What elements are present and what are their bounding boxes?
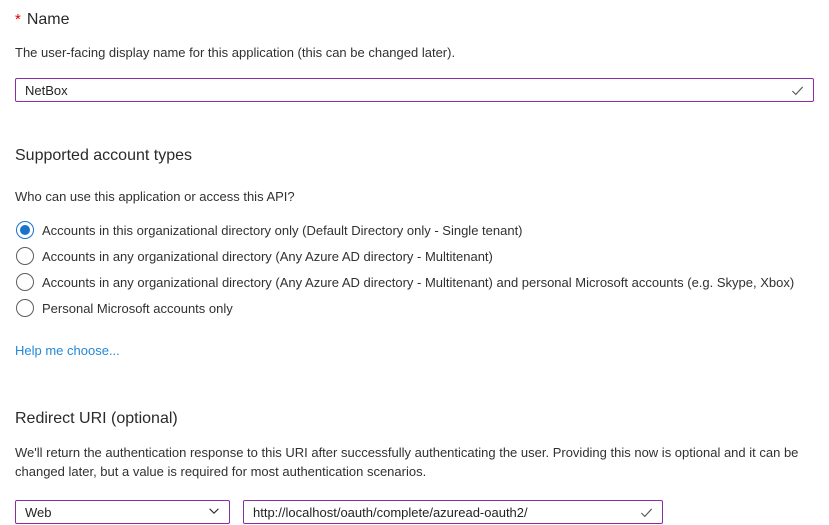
radio-option-label: Personal Microsoft accounts only — [42, 300, 233, 316]
redirect-uri-field-container — [243, 500, 663, 524]
radio-option-multitenant-personal[interactable] — [15, 269, 814, 295]
help-me-choose-link[interactable]: Help me choose... — [15, 343, 120, 358]
radio-option-single-tenant[interactable] — [15, 217, 814, 243]
account-types-radio-group — [15, 217, 814, 321]
redirect-uri-section-title: Redirect URI (optional) — [15, 410, 178, 427]
name-input[interactable] — [16, 79, 813, 101]
name-description: The user-facing display name for this application (this can be changed later). — [15, 45, 456, 60]
redirect-uri-input[interactable] — [244, 501, 662, 523]
radio-option-multitenant[interactable] — [15, 243, 814, 269]
radio-button-icon[interactable] — [16, 299, 34, 317]
radio-button-icon[interactable] — [16, 247, 34, 265]
account-types-question: Who can use this application or access this API? — [15, 189, 295, 204]
platform-select[interactable] — [15, 500, 230, 524]
name-title-text: Name — [26, 11, 70, 28]
account-types-section-title: Supported account types — [15, 147, 193, 164]
platform-select-value: Web — [25, 504, 52, 520]
name-section-title — [15, 10, 814, 30]
radio-button-icon[interactable] — [16, 221, 34, 239]
radio-option-personal-only[interactable] — [15, 295, 814, 321]
name-field-container — [15, 78, 814, 102]
radio-option-label: Accounts in any organizational directory (Any Azure AD directory - Multitenant) — [42, 248, 493, 264]
radio-option-label: Accounts in any organizational directory (Any Azure AD directory - Multitenant) and personal Microsoft accounts (e.g. Skype, Xbox) — [42, 274, 795, 290]
valid-check-icon — [639, 505, 654, 525]
redirect-uri-controls — [15, 500, 814, 524]
chevron-down-icon — [207, 504, 221, 521]
radio-button-icon[interactable] — [16, 273, 34, 291]
redirect-uri-description: We'll return the authentication response to this URI after successfully authenticating the user. Providing this now is optional and it can be changed later, but a value is required for most authentication scenarios. — [15, 445, 799, 479]
required-asterisk: * — [15, 11, 21, 28]
valid-check-icon — [790, 83, 805, 103]
radio-option-label: Accounts in this organizational directory only (Default Directory only - Single tenant) — [42, 222, 523, 238]
